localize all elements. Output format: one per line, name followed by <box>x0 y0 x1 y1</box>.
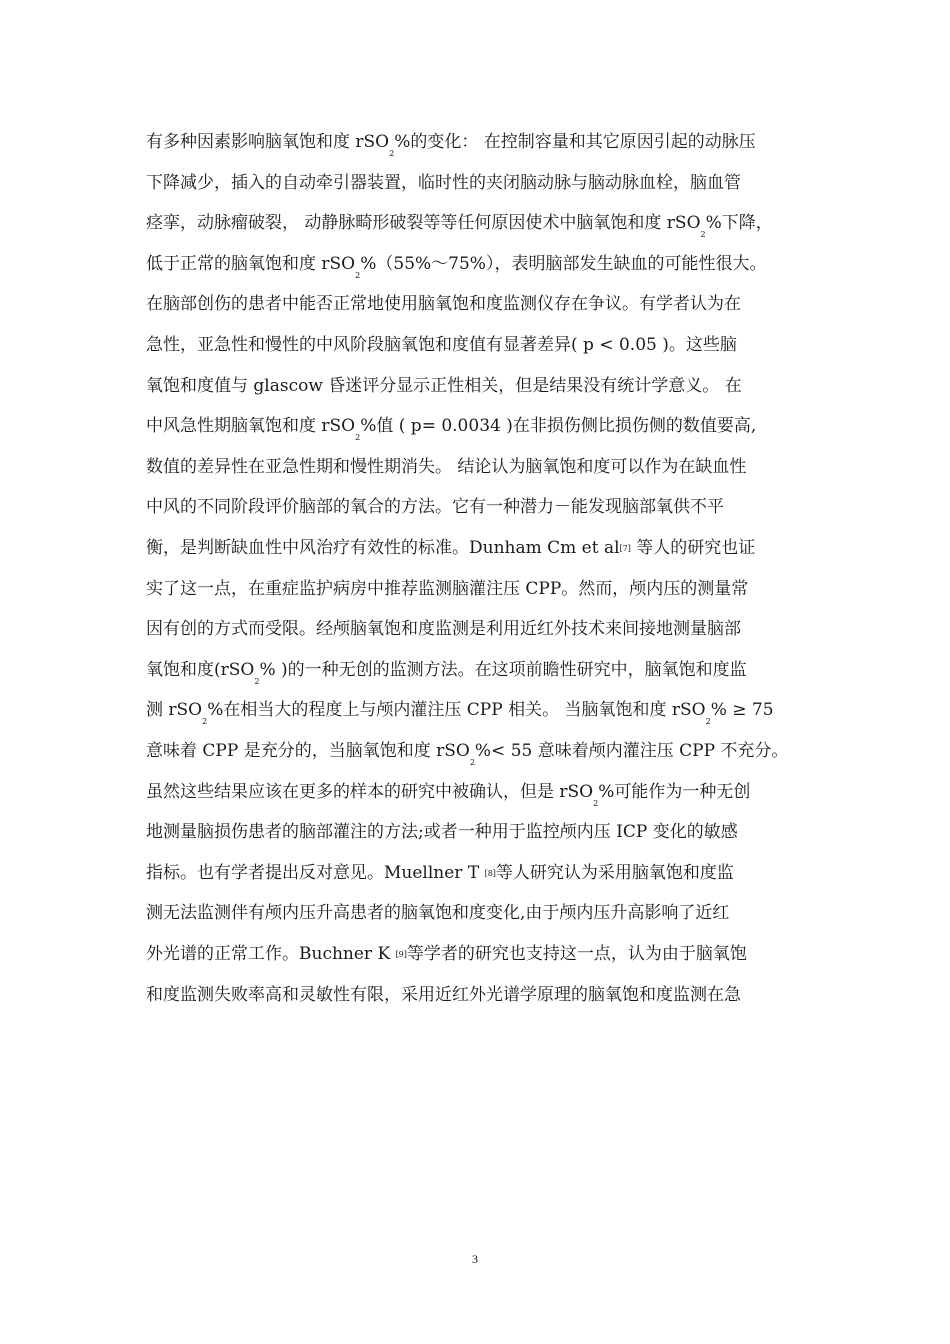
text-segment: 痉挛，动脉瘤破裂， 动静脉畸形破裂等等任何原因使术中脑氧饱和度 rSO <box>146 213 701 233</box>
text-line <box>146 695 810 725</box>
text-line <box>146 168 810 198</box>
citation-marker: [7] <box>619 544 631 553</box>
text-line <box>146 574 810 604</box>
text-line <box>146 452 810 482</box>
subscript: 2 <box>254 677 260 686</box>
page-number: 3 <box>472 1252 478 1266</box>
text-segment: 虽然这些结果应该在更多的样本的研究中被确认，但是 rSO <box>146 782 594 802</box>
text-line <box>146 411 810 441</box>
text-segment: % )的一种无创的监测方法。在这项前瞻性研究中，脑氧饱和度监 <box>259 660 747 680</box>
text-segment: 因有创的方式而受限。经颅脑氧饱和度监测是利用近红外技术来间接地测量脑部 <box>146 619 741 639</box>
text-line <box>146 939 810 969</box>
text-segment: 指标。也有学者提出反对意见。Muellner T <box>146 863 485 883</box>
subscript: 2 <box>202 717 208 726</box>
text-segment: 中风急性期脑氧饱和度 rSO <box>146 416 356 436</box>
text-segment: %的变化： 在控制容量和其它原因引起的动脉压 <box>394 132 756 152</box>
text-segment: 下降减少，插入的自动牵引器装置，临时性的夹闭脑动脉与脑动脉血栓，脑血管 <box>146 173 741 193</box>
text-line <box>146 371 810 401</box>
text-segment: 在脑部创伤的患者中能否正常地使用脑氧饱和度监测仪存在争议。有学者认为在 <box>146 294 741 314</box>
text-line <box>146 492 810 522</box>
text-segment: %< 55 意味着颅内灌注压 CPP 不充分。 <box>474 741 789 761</box>
text-line <box>146 655 810 685</box>
text-segment: 实了这一点，在重症监护病房中推荐监测脑灌注压 CPP。然而，颅内压的测量常 <box>146 579 749 599</box>
citation-marker: [9] <box>395 950 407 959</box>
text-line <box>146 980 810 1010</box>
text-segment: %值 ( p= 0.0034 )在非损伤侧比损伤侧的数值要高, <box>360 416 757 436</box>
text-line <box>146 898 810 928</box>
text-segment: %可能作为一种无创 <box>598 782 751 802</box>
text-line <box>146 289 810 319</box>
subscript: 2 <box>355 433 361 442</box>
text-segment: 测 rSO <box>146 700 203 720</box>
text-segment: 测无法监测伴有颅内压升高患者的脑氧饱和度变化,由于颅内压升高影响了近红 <box>146 903 730 923</box>
text-line <box>146 736 810 766</box>
citation-marker: [8] <box>484 869 496 878</box>
subscript: 2 <box>700 230 706 239</box>
text-segment: 急性，亚急性和慢性的中风阶段脑氧饱和度值有显著差异( p < 0.05 )。这些脑 <box>146 335 737 355</box>
text-line <box>146 249 810 279</box>
subscript: 2 <box>355 271 361 280</box>
text-segment: 意味着 CPP 是充分的，当脑氧饱和度 rSO <box>146 741 470 761</box>
text-segment: 等人研究认为采用脑氧饱和度监 <box>495 863 734 883</box>
text-segment: 衡，是判断缺血性中风治疗有效性的标准。Dunham Cm et al <box>146 538 620 558</box>
text-segment: 和度监测失败率高和灵敏性有限，采用近红外光谱学原理的脑氧饱和度监测在急 <box>146 985 741 1005</box>
text-line <box>146 777 810 807</box>
text-segment: 等学者的研究也支持这一点，认为由于脑氧饱 <box>406 944 747 964</box>
text-segment: 中风的不同阶段评价脑部的氧合的方法。它有一种潜力－能发现脑部氧供不平 <box>146 497 724 517</box>
text-line <box>146 858 810 888</box>
text-segment: 数值的差异性在亚急性期和慢性期消失。 结论认为脑氧饱和度可以作为在缺血性 <box>146 457 747 477</box>
text-line <box>146 208 810 238</box>
text-line <box>146 614 810 644</box>
text-line <box>146 533 810 563</box>
text-segment: 等人的研究也证 <box>630 538 756 558</box>
subscript: 2 <box>389 149 395 158</box>
subscript: 2 <box>593 799 599 808</box>
text-segment: 氧饱和度值与 glascow 昏迷评分显示正性相关，但是结果没有统计学意义。 在 <box>146 376 742 396</box>
text-segment: 地测量脑损伤患者的脑部灌注的方法;或者一种用于监控颅内压 ICP 变化的敏感 <box>146 822 738 842</box>
subscript: 2 <box>469 758 475 767</box>
text-segment: %下降， <box>705 213 773 233</box>
text-segment: % ≥ 75 <box>710 700 774 720</box>
text-line <box>146 127 810 157</box>
text-line <box>146 330 810 360</box>
text-segment: %在相当大的程度上与颅内灌注压 CPP 相关。 当脑氧饱和度 rSO <box>207 700 706 720</box>
text-segment: 氧饱和度(rSO <box>146 660 255 680</box>
text-segment: %（55%～75%），表明脑部发生缺血的可能性很大。 <box>360 254 767 274</box>
subscript: 2 <box>705 717 711 726</box>
text-line <box>146 817 810 847</box>
text-segment: 外光谱的正常工作。Buchner K <box>146 944 396 964</box>
text-segment: 有多种因素影响脑氧饱和度 rSO <box>146 132 390 152</box>
text-segment: 低于正常的脑氧饱和度 rSO <box>146 254 356 274</box>
